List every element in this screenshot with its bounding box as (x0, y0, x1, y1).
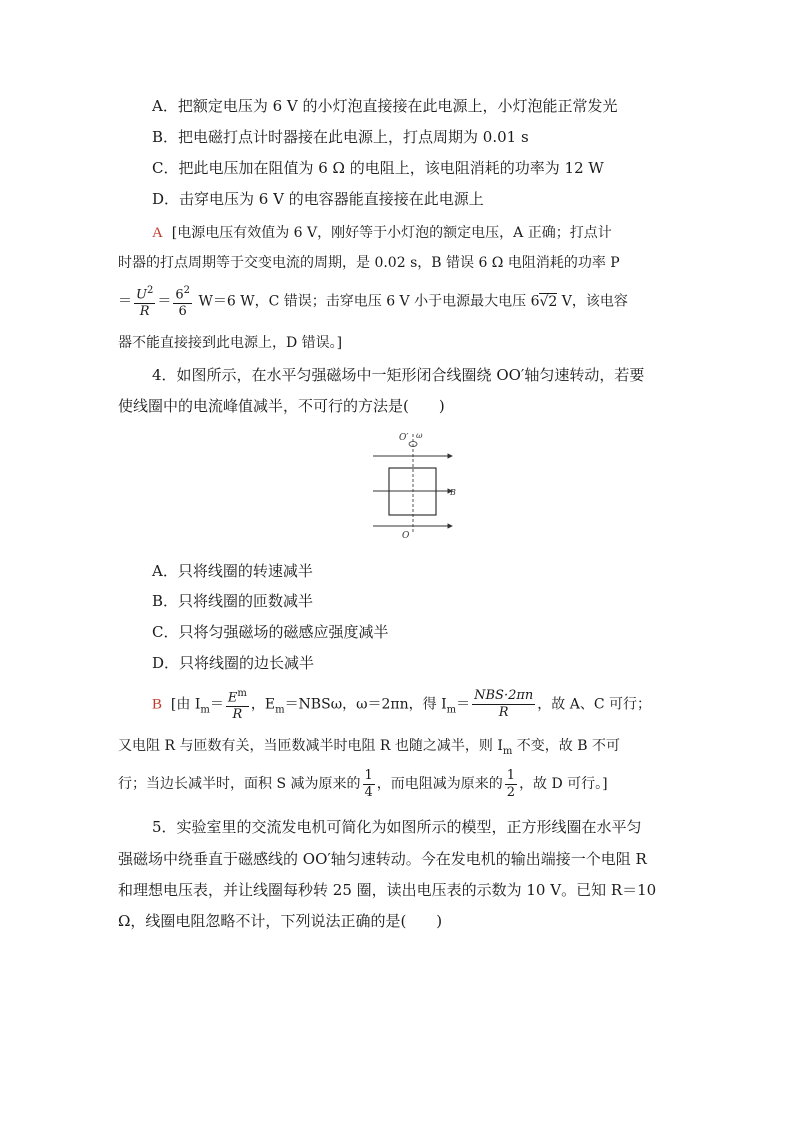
answer-mid-text: W＝6 W，C 错误；击穿电压 6 V 小于电源最大电压 6 (194, 293, 540, 310)
fraction-nbs-over-r (472, 688, 535, 721)
q5-line3: 和理想电压表，并让线圈每秒转 25 圈，读出电压表的示数为 10 V。已知 R＝10 (118, 881, 657, 899)
q3-option-a: A．把额定电压为 6 V 的小灯泡直接接在此电源上，小灯泡能正常发光 (152, 97, 618, 115)
q3-answer-text1: [电源电压有效值为 6 V，刚好等于小灯泡的额定电压，A 正确；打点计 (171, 225, 612, 241)
q4-answer-letter: B (152, 696, 163, 713)
denominator-6: 6 (178, 304, 187, 320)
fraction-one-half (505, 768, 517, 801)
q3-answer-line2: 时器的打点周期等于交变电流的周期，是 0.02 s，B 错误 6 Ω 电阻消耗的功率 P (118, 255, 620, 271)
q4-option-b: B．只将线圈的匝数减半 (152, 592, 314, 610)
symbol-r: R (139, 304, 150, 320)
axis-top-label: O′ (399, 433, 409, 443)
subscript-m: m (200, 704, 210, 716)
q4-option-c: C．只将匀强磁场的磁感应强度减半 (152, 623, 389, 641)
numerator-6: 6 (175, 287, 184, 303)
rectangular-coil (389, 468, 436, 515)
subscript-m: m (502, 745, 513, 757)
q3-answer-line1 (152, 223, 612, 243)
field-b-label: B (450, 488, 456, 497)
answer-text: ，故 D 可行。] (519, 776, 608, 792)
denominator: 4 (364, 784, 373, 800)
symbol-u: U (136, 287, 147, 303)
omega-label: ω (416, 431, 423, 440)
numerator-nbs: NBS·2πn (474, 688, 534, 704)
q3-option-d: D．击穿电压为 6 V 的电容器能直接接在此电源上 (152, 190, 484, 208)
numerator: 1 (364, 767, 373, 783)
exponent: 2 (146, 285, 154, 296)
q3-option-b: B．把电磁打点计时器接在此电源上，打点周期为 0.01 s (152, 128, 529, 146)
fraction-u2-over-r (134, 283, 155, 320)
equals-sign: ＝ (157, 293, 172, 310)
subscript-m: m (275, 704, 285, 716)
q3-answer-letter: A (152, 225, 163, 241)
axis-bottom-label: O (402, 531, 410, 541)
q5-line1: 5．实验室里的交流发电机可简化为如图所示的模型，正方形线圈在水平匀 (152, 818, 642, 836)
q4-stem-line1: 4．如图所示，在水平匀强磁场中一矩形闭合线圈绕 OO′轴匀速转动，若要 (152, 366, 645, 384)
numerator: 1 (506, 767, 516, 783)
symbol-r: R (232, 707, 243, 723)
q4-option-d: D．只将线圈的边长减半 (152, 654, 315, 672)
q5-line4: Ω，线圈电阻忽略不计，下列说法正确的是( ) (118, 912, 443, 930)
denominator: 2 (506, 784, 516, 800)
q3-option-c: C．把此电压加在阻值为 6 Ω 的电阻上，该电阻消耗的功率为 12 W (152, 159, 604, 177)
equals-sign: ＝ (209, 696, 224, 713)
fraction-one-quarter (363, 768, 375, 801)
answer-text: 行；当边长减半时，面积 S 减为原来的 (118, 776, 361, 792)
subscript-m: m (446, 704, 457, 716)
q4-answer-line3 (118, 766, 608, 802)
answer-end-text: V，该电容 (557, 293, 628, 310)
q5-line2: 强磁场中绕垂直于磁感线的 OO′轴匀速转动。今在发电机的输出端接一个电阻 R (118, 850, 647, 868)
q4-option-a: A．只将线圈的转速减半 (152, 562, 313, 580)
answer-text: [由 I (170, 696, 201, 713)
q4-answer-line2 (118, 736, 620, 762)
coil-diagram (368, 426, 468, 544)
answer-text: 不变，故 B 不可 (512, 738, 620, 754)
fraction-em-over-r (226, 686, 249, 723)
symbol-e: E (227, 690, 238, 706)
superscript-m: m (237, 688, 247, 699)
equals-sign: ＝ (118, 293, 132, 310)
sqrt-2: √2 (539, 293, 558, 310)
exponent: 2 (183, 285, 190, 296)
fraction-6sq-over-6 (173, 283, 192, 320)
q3-answer-line4: 器不能直接接到此电源上，D 错误。] (118, 335, 343, 351)
answer-text: ，故 A、C 可行； (537, 696, 652, 713)
answer-text: ，而电阻减为原来的 (376, 776, 503, 792)
equals-sign: ＝ (456, 696, 471, 713)
answer-text: ＝NBSω，ω＝2πn，得 I (284, 696, 447, 713)
answer-text: ，E (250, 696, 276, 713)
q4-answer-line1 (152, 686, 651, 728)
answer-text: 又电阻 R 与匝数有关，当匝数减半时电阻 R 也随之减半，则 I (118, 738, 503, 754)
q4-stem-line2: 使线圈中的电流峰值减半，不可行的方法是( ) (118, 397, 445, 415)
q3-answer-line3 (118, 283, 628, 320)
symbol-r: R (498, 705, 509, 721)
